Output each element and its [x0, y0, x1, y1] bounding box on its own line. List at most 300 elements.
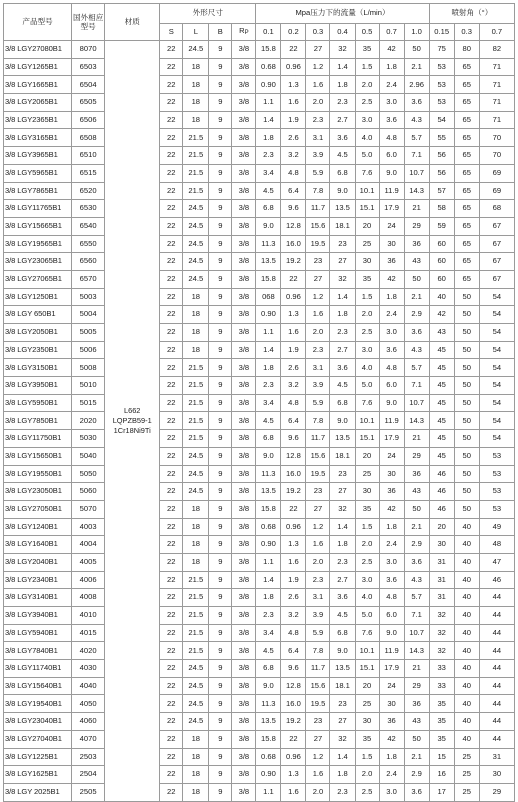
cell-angle-07: 54 [479, 377, 514, 395]
cell-foreign-model: 5070 [72, 500, 105, 518]
table-row [4, 430, 515, 448]
cell-model: 3/8 LGY3140B1 [4, 589, 72, 607]
cell-flow-07: 2.4 [379, 76, 404, 94]
cell-flow-03: 1.2 [306, 748, 330, 766]
cell-flow-02: 1.6 [281, 324, 306, 342]
cell-flow-10: 14.3 [404, 642, 429, 660]
cell-dim-l: 21.5 [183, 377, 209, 395]
cell-angle-03: 40 [454, 660, 479, 678]
table-row [4, 748, 515, 766]
cell-flow-01: 4.5 [256, 412, 281, 430]
cell-dim-l: 21.5 [183, 624, 209, 642]
cell-flow-04: 2.3 [330, 94, 355, 112]
cell-angle-07: 54 [479, 288, 514, 306]
cell-dim-l: 21.5 [183, 129, 209, 147]
cell-flow-01: 9.0 [256, 447, 281, 465]
cell-flow-02: 1.9 [281, 341, 306, 359]
cell-flow-10: 2.9 [404, 536, 429, 554]
cell-dim-l: 24.5 [183, 465, 209, 483]
cell-flow-05: 2.5 [355, 324, 379, 342]
cell-flow-07: 42 [379, 500, 404, 518]
cell-model: 3/8 LGY3940B1 [4, 607, 72, 625]
cell-angle-015: 40 [429, 288, 454, 306]
cell-dim-s: 22 [160, 394, 183, 412]
cell-angle-015: 46 [429, 500, 454, 518]
cell-flow-04: 2.7 [330, 571, 355, 589]
cell-angle-07: 44 [479, 730, 514, 748]
cell-model: 3/8 LGY27080B1 [4, 41, 72, 59]
cell-flow-04: 4.5 [330, 147, 355, 165]
cell-dim-l: 18 [183, 730, 209, 748]
cell-dim-b: 9 [209, 783, 232, 801]
cell-dim-b: 9 [209, 713, 232, 731]
cell-angle-07: 44 [479, 607, 514, 625]
cell-flow-03: 3.9 [306, 147, 330, 165]
cell-flow-10: 21 [404, 430, 429, 448]
cell-foreign-model: 5015 [72, 394, 105, 412]
cell-flow-07: 3.6 [379, 341, 404, 359]
cell-foreign-model: 4050 [72, 695, 105, 713]
cell-angle-07: 44 [479, 589, 514, 607]
cell-angle-07: 54 [479, 341, 514, 359]
cell-angle-07: 67 [479, 217, 514, 235]
cell-model: 3/8 LGY7840B1 [4, 642, 72, 660]
cell-flow-07: 17.9 [379, 200, 404, 218]
cell-flow-01: 1.1 [256, 324, 281, 342]
table-row [4, 200, 515, 218]
cell-angle-03: 50 [454, 341, 479, 359]
cell-flow-07: 24 [379, 447, 404, 465]
cell-dim-b: 9 [209, 430, 232, 448]
cell-dim-l: 21.5 [183, 182, 209, 200]
cell-flow-03: 1.6 [306, 76, 330, 94]
cell-foreign-model: 4020 [72, 642, 105, 660]
cell-flow-05: 25 [355, 235, 379, 253]
cell-flow-02: 3.2 [281, 377, 306, 395]
cell-model: 3/8 LGY1625B1 [4, 766, 72, 784]
table-row [4, 306, 515, 324]
cell-flow-05: 2.0 [355, 766, 379, 784]
cell-dim-rp: 3/8 [232, 412, 256, 430]
cell-dim-rp: 3/8 [232, 359, 256, 377]
cell-flow-02: 1.6 [281, 94, 306, 112]
cell-flow-05: 3.0 [355, 341, 379, 359]
cell-angle-015: 60 [429, 235, 454, 253]
cell-flow-05: 15.1 [355, 430, 379, 448]
cell-flow-10: 5.7 [404, 129, 429, 147]
cell-angle-015: 16 [429, 766, 454, 784]
cell-flow-04: 27 [330, 483, 355, 501]
cell-angle-07: 53 [479, 447, 514, 465]
cell-dim-b: 9 [209, 217, 232, 235]
cell-flow-04: 9.0 [330, 182, 355, 200]
cell-angle-015: 35 [429, 713, 454, 731]
cell-angle-03: 65 [454, 58, 479, 76]
cell-model: 3/8 LGY5965B1 [4, 164, 72, 182]
cell-dim-l: 21.5 [183, 571, 209, 589]
cell-flow-01: 15.8 [256, 41, 281, 59]
cell-angle-015: 35 [429, 695, 454, 713]
cell-angle-03: 65 [454, 200, 479, 218]
cell-angle-03: 65 [454, 182, 479, 200]
cell-flow-10: 10.7 [404, 164, 429, 182]
cell-angle-015: 33 [429, 677, 454, 695]
cell-angle-03: 25 [454, 748, 479, 766]
cell-foreign-model: 4030 [72, 660, 105, 678]
cell-dim-b: 9 [209, 695, 232, 713]
cell-dim-l: 24.5 [183, 695, 209, 713]
cell-flow-10: 29 [404, 677, 429, 695]
cell-angle-07: 82 [479, 41, 514, 59]
cell-dim-rp: 3/8 [232, 253, 256, 271]
cell-dim-s: 22 [160, 76, 183, 94]
cell-flow-03: 3.1 [306, 359, 330, 377]
cell-dim-b: 9 [209, 111, 232, 129]
cell-flow-04: 27 [330, 713, 355, 731]
cell-angle-07: 71 [479, 111, 514, 129]
cell-flow-05: 2.5 [355, 553, 379, 571]
cell-model: 3/8 LGY19540B1 [4, 695, 72, 713]
cell-flow-03: 23 [306, 483, 330, 501]
cell-angle-03: 65 [454, 270, 479, 288]
material-line: LQPZB59-1 [112, 415, 152, 425]
cell-flow-02: 2.6 [281, 359, 306, 377]
cell-dim-s: 22 [160, 447, 183, 465]
cell-dim-rp: 3/8 [232, 713, 256, 731]
cell-foreign-model: 4005 [72, 553, 105, 571]
cell-flow-10: 3.6 [404, 94, 429, 112]
cell-flow-01: 0.90 [256, 766, 281, 784]
cell-dim-rp: 3/8 [232, 660, 256, 678]
cell-flow-01: 1.4 [256, 571, 281, 589]
cell-dim-l: 18 [183, 94, 209, 112]
cell-angle-015: 45 [429, 447, 454, 465]
cell-dim-rp: 3/8 [232, 518, 256, 536]
header-flow-04: 0.4 [330, 24, 355, 41]
cell-dim-rp: 3/8 [232, 129, 256, 147]
cell-flow-07: 3.6 [379, 571, 404, 589]
cell-flow-03: 1.6 [306, 306, 330, 324]
cell-angle-07: 69 [479, 164, 514, 182]
cell-model: 3/8 LGY15665B1 [4, 217, 72, 235]
cell-angle-07: 69 [479, 182, 514, 200]
cell-angle-015: 75 [429, 41, 454, 59]
cell-dim-s: 22 [160, 642, 183, 660]
cell-flow-10: 10.7 [404, 624, 429, 642]
cell-dim-rp: 3/8 [232, 217, 256, 235]
cell-dim-rp: 3/8 [232, 182, 256, 200]
cell-dim-b: 9 [209, 394, 232, 412]
cell-flow-05: 3.0 [355, 111, 379, 129]
cell-dim-b: 9 [209, 341, 232, 359]
cell-flow-04: 32 [330, 270, 355, 288]
cell-dim-s: 22 [160, 677, 183, 695]
cell-flow-04: 32 [330, 500, 355, 518]
cell-flow-01: 4.5 [256, 642, 281, 660]
header-model: 产品型号 [4, 4, 72, 41]
cell-flow-02: 4.8 [281, 394, 306, 412]
cell-dim-b: 9 [209, 607, 232, 625]
cell-flow-03: 19.5 [306, 465, 330, 483]
cell-flow-02: 3.2 [281, 147, 306, 165]
table-row [4, 518, 515, 536]
table-row [4, 447, 515, 465]
cell-foreign-model: 6520 [72, 182, 105, 200]
cell-flow-03: 3.1 [306, 129, 330, 147]
table-row [4, 164, 515, 182]
cell-flow-07: 3.0 [379, 783, 404, 801]
cell-flow-02: 1.3 [281, 306, 306, 324]
cell-dim-b: 9 [209, 324, 232, 342]
cell-angle-015: 32 [429, 607, 454, 625]
cell-flow-05: 4.0 [355, 129, 379, 147]
cell-flow-10: 5.7 [404, 589, 429, 607]
cell-dim-l: 18 [183, 58, 209, 76]
cell-dim-s: 22 [160, 571, 183, 589]
cell-dim-rp: 3/8 [232, 306, 256, 324]
table-row [4, 394, 515, 412]
cell-dim-s: 22 [160, 607, 183, 625]
cell-angle-015: 30 [429, 536, 454, 554]
cell-flow-04: 4.5 [330, 607, 355, 625]
cell-angle-015: 45 [429, 377, 454, 395]
cell-angle-015: 15 [429, 748, 454, 766]
cell-flow-01: 068 [256, 288, 281, 306]
cell-dim-l: 18 [183, 324, 209, 342]
header-dim-l: L [183, 24, 209, 41]
cell-dim-b: 9 [209, 94, 232, 112]
cell-flow-04: 9.0 [330, 412, 355, 430]
cell-flow-01: 0.90 [256, 536, 281, 554]
cell-dim-s: 22 [160, 430, 183, 448]
cell-flow-05: 2.0 [355, 76, 379, 94]
cell-flow-02: 6.4 [281, 412, 306, 430]
cell-flow-04: 1.8 [330, 766, 355, 784]
cell-flow-01: 6.8 [256, 660, 281, 678]
cell-flow-10: 50 [404, 41, 429, 59]
header-flow: Mpa压力下的流量（L/min） [256, 4, 429, 24]
cell-flow-07: 3.0 [379, 324, 404, 342]
cell-dim-s: 22 [160, 217, 183, 235]
cell-dim-b: 9 [209, 164, 232, 182]
cell-dim-l: 21.5 [183, 147, 209, 165]
cell-angle-015: 53 [429, 58, 454, 76]
cell-angle-03: 40 [454, 571, 479, 589]
cell-flow-07: 11.9 [379, 182, 404, 200]
cell-foreign-model: 2505 [72, 783, 105, 801]
cell-flow-02: 22 [281, 730, 306, 748]
cell-flow-04: 23 [330, 235, 355, 253]
cell-dim-s: 22 [160, 58, 183, 76]
cell-angle-03: 65 [454, 164, 479, 182]
cell-flow-02: 12.8 [281, 217, 306, 235]
cell-flow-10: 2.1 [404, 748, 429, 766]
cell-dim-rp: 3/8 [232, 41, 256, 59]
cell-flow-01: 0.68 [256, 748, 281, 766]
cell-flow-01: 6.8 [256, 200, 281, 218]
cell-flow-07: 42 [379, 41, 404, 59]
cell-flow-03: 5.9 [306, 624, 330, 642]
cell-foreign-model: 5060 [72, 483, 105, 501]
cell-foreign-model: 5008 [72, 359, 105, 377]
cell-flow-05: 30 [355, 253, 379, 271]
cell-model: 3/8 LGY27050B1 [4, 500, 72, 518]
cell-flow-07: 30 [379, 465, 404, 483]
cell-angle-03: 50 [454, 377, 479, 395]
cell-model: 3/8 LGY27040B1 [4, 730, 72, 748]
table-row [4, 359, 515, 377]
cell-flow-03: 15.6 [306, 217, 330, 235]
cell-model: 3/8 LGY3165B1 [4, 129, 72, 147]
cell-flow-03: 15.6 [306, 447, 330, 465]
cell-flow-05: 4.0 [355, 359, 379, 377]
table-row [4, 483, 515, 501]
cell-foreign-model: 6504 [72, 76, 105, 94]
cell-dim-b: 9 [209, 571, 232, 589]
cell-flow-05: 3.0 [355, 571, 379, 589]
cell-flow-03: 1.2 [306, 58, 330, 76]
material-cell [105, 41, 160, 802]
cell-flow-04: 1.8 [330, 306, 355, 324]
cell-flow-03: 5.9 [306, 164, 330, 182]
cell-flow-04: 3.6 [330, 129, 355, 147]
cell-model: 3/8 LGY3150B1 [4, 359, 72, 377]
cell-flow-10: 29 [404, 217, 429, 235]
cell-flow-01: 6.8 [256, 430, 281, 448]
cell-angle-03: 65 [454, 76, 479, 94]
cell-angle-07: 54 [479, 324, 514, 342]
spec-table-body [4, 41, 515, 802]
table-row [4, 182, 515, 200]
cell-flow-03: 19.5 [306, 235, 330, 253]
cell-dim-l: 18 [183, 341, 209, 359]
cell-flow-07: 3.0 [379, 94, 404, 112]
table-row [4, 253, 515, 271]
table-row [4, 695, 515, 713]
cell-model: 3/8 LGY 650B1 [4, 306, 72, 324]
cell-dim-rp: 3/8 [232, 164, 256, 182]
cell-flow-04: 23 [330, 465, 355, 483]
header-flow-03: 0.3 [306, 24, 330, 41]
cell-angle-015: 59 [429, 217, 454, 235]
cell-flow-03: 11.7 [306, 660, 330, 678]
cell-dim-rp: 3/8 [232, 465, 256, 483]
spec-table-container [3, 3, 515, 802]
cell-angle-03: 25 [454, 783, 479, 801]
cell-flow-10: 4.3 [404, 341, 429, 359]
cell-flow-10: 3.6 [404, 783, 429, 801]
cell-dim-rp: 3/8 [232, 200, 256, 218]
cell-angle-03: 40 [454, 518, 479, 536]
cell-foreign-model: 4010 [72, 607, 105, 625]
cell-model: 3/8 LGY3965B1 [4, 147, 72, 165]
cell-dim-s: 22 [160, 553, 183, 571]
cell-angle-015: 32 [429, 642, 454, 660]
cell-flow-04: 13.5 [330, 660, 355, 678]
cell-flow-03: 27 [306, 41, 330, 59]
table-row [4, 111, 515, 129]
cell-angle-015: 17 [429, 783, 454, 801]
cell-model: 3/8 LGY7850B1 [4, 412, 72, 430]
cell-dim-l: 21.5 [183, 359, 209, 377]
cell-dim-s: 22 [160, 500, 183, 518]
cell-model: 3/8 LGY5950B1 [4, 394, 72, 412]
cell-angle-03: 40 [454, 677, 479, 695]
cell-flow-03: 2.3 [306, 341, 330, 359]
nozzle-spec-table [3, 3, 515, 802]
cell-flow-10: 36 [404, 235, 429, 253]
cell-flow-10: 2.1 [404, 58, 429, 76]
cell-angle-015: 56 [429, 147, 454, 165]
cell-flow-01: 1.8 [256, 589, 281, 607]
cell-flow-05: 30 [355, 483, 379, 501]
cell-angle-03: 65 [454, 147, 479, 165]
cell-dim-l: 24.5 [183, 677, 209, 695]
cell-dim-rp: 3/8 [232, 677, 256, 695]
cell-flow-05: 10.1 [355, 182, 379, 200]
cell-angle-07: 70 [479, 147, 514, 165]
cell-flow-03: 3.9 [306, 607, 330, 625]
cell-dim-s: 22 [160, 660, 183, 678]
cell-angle-03: 25 [454, 766, 479, 784]
cell-flow-02: 1.3 [281, 536, 306, 554]
cell-angle-07: 54 [479, 394, 514, 412]
cell-flow-07: 4.8 [379, 359, 404, 377]
cell-foreign-model: 4004 [72, 536, 105, 554]
cell-model: 3/8 LGY11740B1 [4, 660, 72, 678]
cell-flow-04: 1.8 [330, 536, 355, 554]
cell-dim-s: 22 [160, 412, 183, 430]
cell-dim-b: 9 [209, 41, 232, 59]
cell-dim-rp: 3/8 [232, 642, 256, 660]
cell-dim-rp: 3/8 [232, 483, 256, 501]
cell-flow-03: 15.6 [306, 677, 330, 695]
cell-flow-04: 13.5 [330, 430, 355, 448]
cell-flow-05: 35 [355, 41, 379, 59]
cell-dim-b: 9 [209, 766, 232, 784]
cell-flow-10: 7.1 [404, 147, 429, 165]
cell-angle-03: 65 [454, 129, 479, 147]
table-row [4, 766, 515, 784]
cell-dim-l: 18 [183, 306, 209, 324]
cell-angle-07: 54 [479, 430, 514, 448]
cell-flow-02: 12.8 [281, 677, 306, 695]
cell-angle-015: 46 [429, 483, 454, 501]
table-row [4, 288, 515, 306]
cell-flow-03: 7.8 [306, 412, 330, 430]
cell-flow-02: 19.2 [281, 483, 306, 501]
cell-dim-b: 9 [209, 58, 232, 76]
cell-model: 3/8 LGY19565B1 [4, 235, 72, 253]
cell-dim-s: 22 [160, 695, 183, 713]
cell-model: 3/8 LGY2365B1 [4, 111, 72, 129]
cell-dim-l: 21.5 [183, 412, 209, 430]
cell-foreign-model: 5050 [72, 465, 105, 483]
cell-flow-03: 5.9 [306, 394, 330, 412]
cell-angle-03: 40 [454, 642, 479, 660]
cell-model: 3/8 LGY2340B1 [4, 571, 72, 589]
cell-flow-07: 36 [379, 713, 404, 731]
cell-model: 3/8 LGY1250B1 [4, 288, 72, 306]
cell-flow-01: 9.0 [256, 677, 281, 695]
cell-flow-04: 4.5 [330, 377, 355, 395]
cell-flow-07: 6.0 [379, 607, 404, 625]
cell-foreign-model: 6515 [72, 164, 105, 182]
cell-flow-03: 2.3 [306, 571, 330, 589]
cell-angle-015: 45 [429, 412, 454, 430]
cell-model: 3/8 LGY 2025B1 [4, 783, 72, 801]
cell-flow-05: 20 [355, 677, 379, 695]
